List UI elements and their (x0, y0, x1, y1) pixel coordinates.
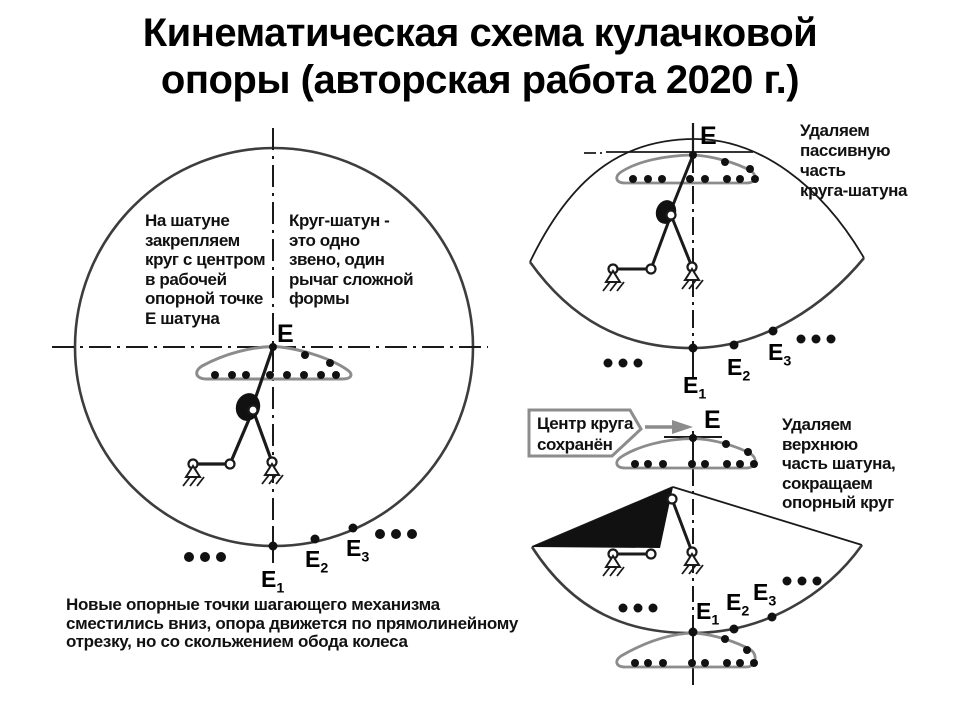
joint (647, 265, 656, 274)
joint (647, 550, 656, 559)
note-remove-passive: Удаляем пассивную часть круга-шатуна (800, 121, 908, 200)
label-e-bottomright: E (704, 406, 721, 434)
joint (249, 406, 258, 415)
crank-hub (232, 390, 263, 424)
label-e2-left: $E_2$ (305, 546, 329, 577)
note-circle-rod: Круг-шатун - это одно звено, один рычаг сложной формы (289, 211, 414, 308)
ground-support (603, 271, 624, 291)
bottom-caption: Новые опорные точки шагающего механизма сместились вниз, опора движется по прямолинейному отрезку, но со скольжением обода колеса (66, 595, 518, 651)
label-e1-left: $E_1$ (261, 566, 285, 597)
label-e3-bottomright: $E_3$ (753, 579, 777, 610)
label-e-left: E (277, 320, 294, 348)
linkage-links (613, 155, 693, 269)
callout-arrowhead-icon (672, 420, 693, 434)
label-e-topright: E (700, 122, 717, 150)
label-e1-bottomright: $E_1$ (696, 598, 720, 629)
label-e3-topright: $E_3$ (768, 339, 792, 370)
callout-text: Центр круга сохранён (537, 414, 634, 454)
joint (667, 211, 676, 220)
label-e2-topright: $E_2$ (727, 354, 751, 385)
label-e1-topright: $E_1$ (683, 372, 707, 403)
note-remove-upper: Удаляем верхнюю часть шатуна, сокращаем опорный круг (782, 415, 896, 512)
slide-title-line2: опоры (авторская работа 2020 г.) (160, 58, 800, 102)
reduced-rod-triangle (532, 487, 673, 548)
ground-support (183, 466, 204, 486)
left-diagram (52, 128, 488, 563)
slide-title-line1: Кинематическая схема кулачковой (142, 11, 818, 55)
joint (668, 495, 677, 504)
slide-title (0, 10, 960, 104)
ground-support (603, 556, 624, 576)
label-e2-bottomright: $E_2$ (726, 589, 750, 620)
lens-bottom-arc (530, 258, 864, 348)
note-fix-circle: На шатуне закрепляем круг с центром в рабочей опорной точке Е шатуна (145, 211, 266, 328)
label-e3-left: $E_3$ (346, 535, 370, 566)
joint (226, 460, 235, 469)
cam-cap-dots-lower (631, 635, 758, 667)
